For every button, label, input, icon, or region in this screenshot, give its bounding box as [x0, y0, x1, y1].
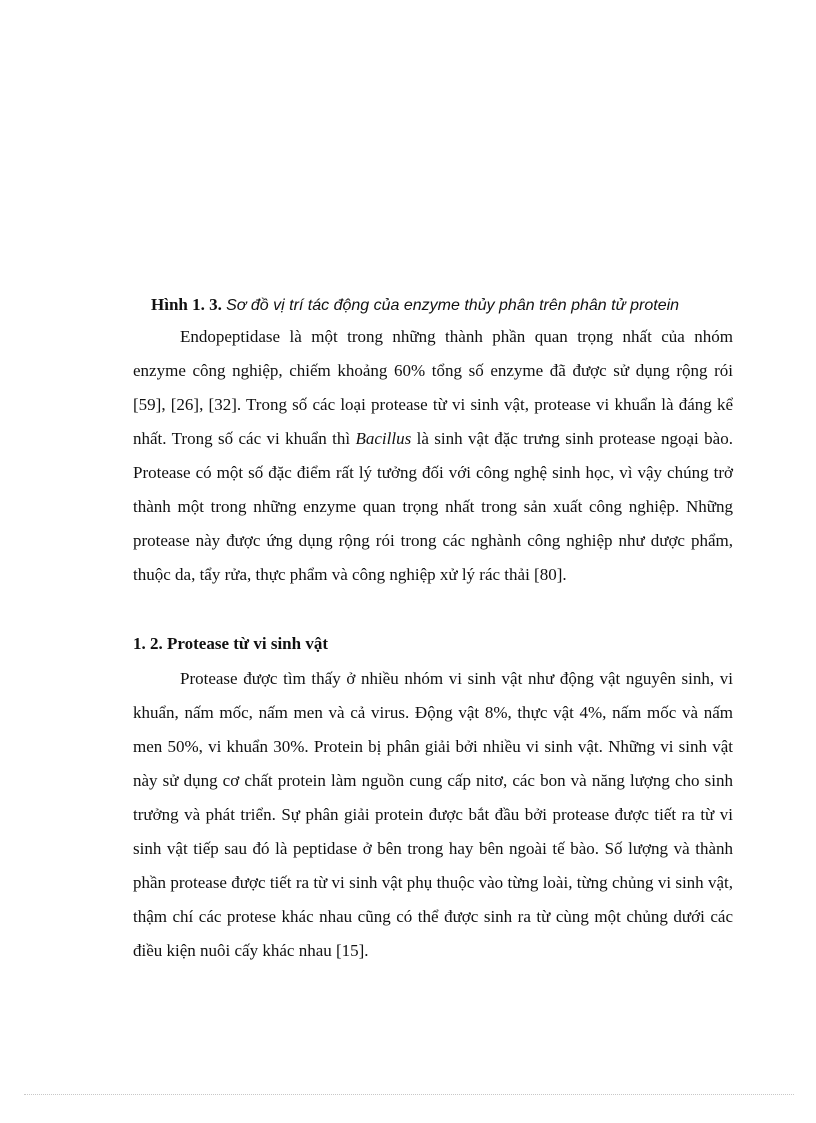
caption-title: Sơ đồ vị trí tác động của enzyme thủy phân trên phân tử protein: [226, 297, 680, 314]
figure-caption: [151, 293, 751, 318]
genus-name-bacillus: Bacillus: [355, 429, 412, 448]
paragraph-1-text-a: Endopeptidase là một trong những thành phần quan trọng nhất của nhóm enzyme công nghiệp, chiếm khoảng 60% tổng số enzyme đã được sử dụng rộng rói [59], [26], [32]. Trong số các loại protease từ vi sinh vật, protease vi khuẩn là đáng kể nhất. Trong số các vi khuẩn thì: [133, 327, 733, 448]
paragraph-1-text-b: là sinh vật đặc trưng sinh protease ngoại bào. Protease có một số đặc điểm rất lý tưởng đối với công nghệ sinh học, vì vậy chúng trở thành một trong những enzyme quan trọng nhất trong sản xuất công nghiệp. Những protease này được ứng dụng rộng rói trong các nghành công nghiệp như dược phẩm, thuộc da, tẩy rửa, thực phẩm và công nghiệp xử lý rác thải [80].: [133, 429, 733, 584]
caption-label: Hình 1. 3.: [151, 295, 222, 314]
paragraph-endopeptidase: [133, 320, 733, 592]
section-heading: 1. 2. Protease từ vi sinh vật: [133, 634, 328, 653]
page-bottom-rule: [24, 1094, 794, 1095]
paragraph-protease-sources: Protease được tìm thấy ở nhiều nhóm vi sinh vật như động vật nguyên sinh, vi khuẩn, nấm mốc, nấm men và cả virus. Động vật 8%, thực vật 4%, nấm mốc và nấm men 50%, vi khuẩn 30%. Protein bị phân giải bởi nhiều vi sinh vật. Những vi sinh vật này sử dụng cơ chất protein làm nguồn cung cấp nitơ, các bon và năng lượng cho sinh trưởng và phát triển. Sự phân giải protein được bắt đầu bởi protease được tiết ra từ vi sinh vật tiếp sau đó là peptidase ở bên trong hay bên ngoài tế bào. Số lượng và thành phần protease được tiết ra từ vi sinh vật phụ thuộc vào từng loài, từng chủng vi sinh vật, thậm chí các protese khác nhau cũng có thể được sinh ra từ cùng một chủng dưới các điều kiện nuôi cấy khác nhau [15].: [133, 669, 733, 960]
figure-placeholder: [133, 40, 733, 280]
